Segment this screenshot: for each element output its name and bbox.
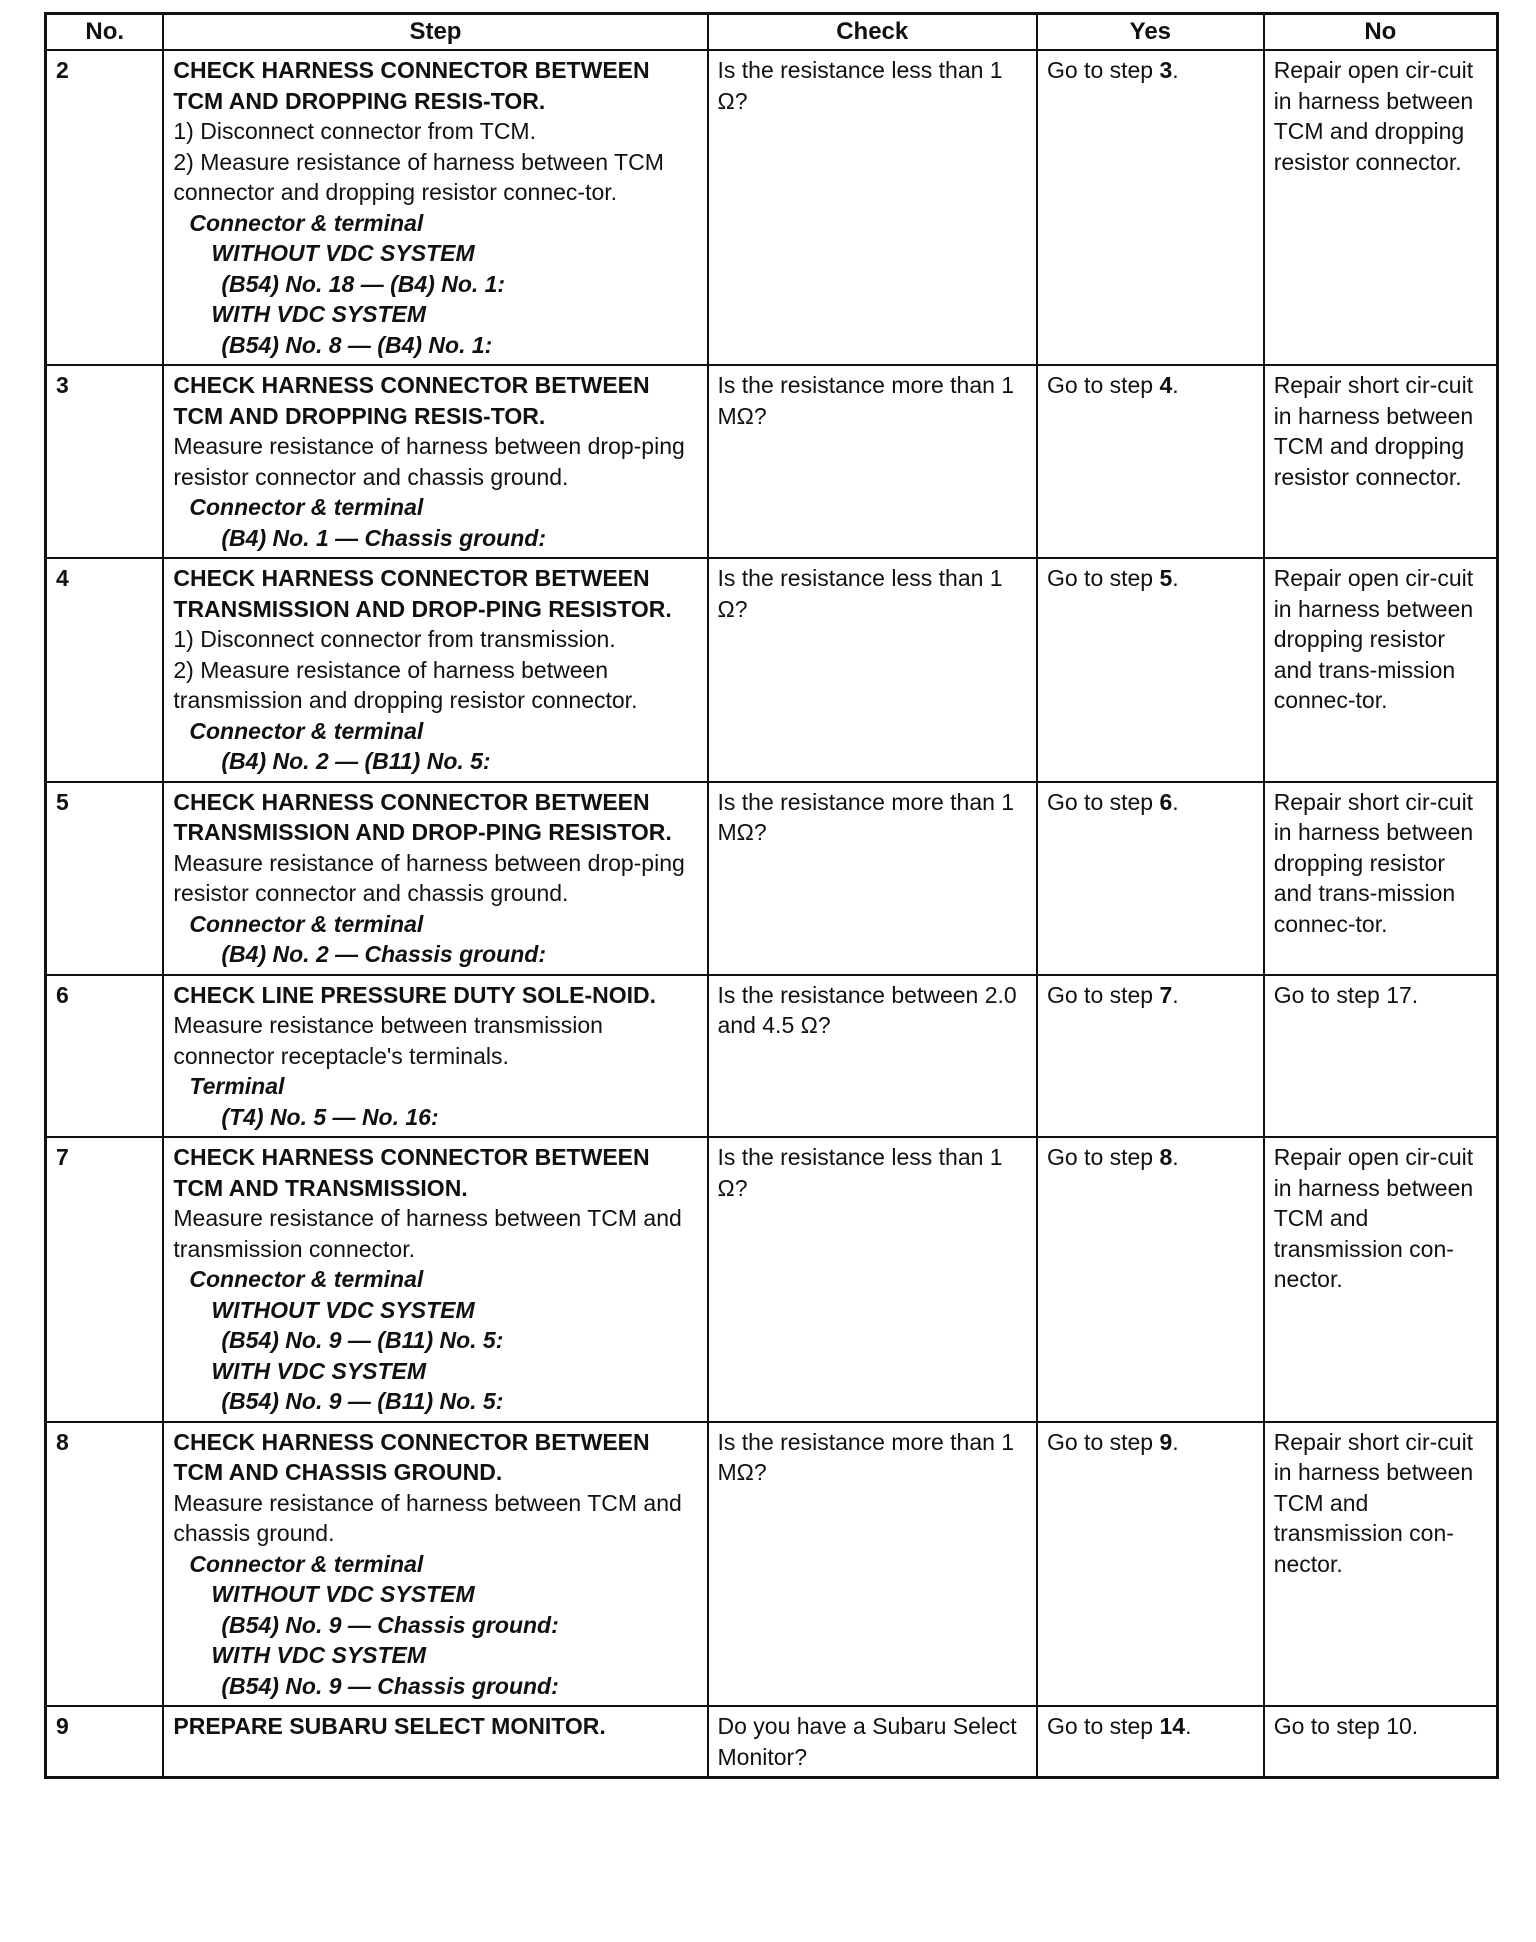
header-no-result: No (1264, 14, 1498, 51)
no-action: Repair short cir-cuit in harness between TCM and transmission con-nector. (1264, 1422, 1498, 1707)
step-title: CHECK HARNESS CONNECTOR BETWEEN TCM AND DROPPING RESIS-TOR. (173, 57, 650, 114)
step-number: 4 (46, 558, 164, 782)
yes-suffix: . (1172, 981, 1179, 1008)
connector-terminal: Connector & terminal (189, 1266, 424, 1292)
no-action: Repair short cir-cuit in harness between TCM and dropping resistor connector. (1264, 365, 1498, 558)
step-instruction: 2) Measure resistance of harness between transmission and dropping resistor connector. (173, 656, 638, 713)
check-question: Is the resistance less than 1 Ω? (708, 1137, 1037, 1422)
step-instruction: Measure resistance between transmission connector receptacle's terminals. (173, 1012, 603, 1069)
table-row (46, 558, 1498, 782)
table-header-row (46, 14, 1498, 51)
yes-action (1037, 558, 1264, 782)
yes-step-number: 6 (1159, 788, 1173, 815)
connector-terminal: Connector & terminal (189, 1550, 424, 1577)
table-row (46, 1422, 1498, 1707)
connector-terminal: (B54) No. 9 — (B11) No. 5: (221, 1327, 504, 1353)
header-no: No. (46, 14, 164, 51)
step-number: 9 (46, 1706, 164, 1778)
yes-action (1037, 50, 1264, 365)
table-row (46, 365, 1498, 558)
yes-prefix: Go to step (1046, 57, 1160, 83)
step-number: 5 (46, 782, 164, 975)
check-question: Is the resistance less than 1 Ω? (708, 50, 1037, 365)
yes-step-number: 8 (1159, 1144, 1173, 1170)
step-title: CHECK HARNESS CONNECTOR BETWEEN TCM AND TRANSMISSION. (173, 1144, 650, 1201)
step-title: CHECK HARNESS CONNECTOR BETWEEN TRANSMISSION AND DROP-PING RESISTOR. (173, 565, 672, 622)
yes-step-number: 14 (1159, 1713, 1186, 1739)
step-cell (163, 975, 707, 1138)
step-cell (163, 558, 707, 782)
connector-terminal: Connector & terminal (189, 717, 424, 744)
yes-suffix: . (1172, 1144, 1179, 1170)
header-step: Step (163, 14, 707, 51)
connector-terminal: WITH VDC SYSTEM (211, 301, 427, 327)
step-cell (163, 1422, 707, 1707)
step-title: CHECK HARNESS CONNECTOR BETWEEN TCM AND CHASSIS GROUND. (173, 1428, 650, 1485)
yes-action (1037, 1706, 1264, 1778)
check-question: Is the resistance more than 1 MΩ? (708, 365, 1037, 558)
connector-terminal: WITHOUT VDC SYSTEM (211, 1296, 475, 1323)
step-instruction: 1) Disconnect connector from transmission. (173, 626, 616, 652)
connector-terminal: (B4) No. 2 — Chassis ground: (221, 941, 546, 967)
yes-step-number: 7 (1159, 981, 1173, 1008)
step-number: 7 (46, 1137, 164, 1422)
yes-suffix: . (1172, 57, 1179, 83)
step-instruction: Measure resistance of harness between drop-ping resistor connector and chassis ground. (173, 849, 685, 906)
yes-action (1037, 782, 1264, 975)
table-row (46, 1706, 1498, 1778)
table-row (46, 975, 1498, 1138)
connector-terminal: (B4) No. 2 — (B11) No. 5: (221, 748, 491, 774)
step-number: 8 (46, 1422, 164, 1707)
connector-terminal: Terminal (189, 1073, 285, 1099)
no-action: Go to step 17. (1264, 975, 1498, 1138)
yes-step-number: 3 (1159, 57, 1173, 83)
yes-suffix: . (1185, 1713, 1192, 1739)
yes-prefix: Go to step (1046, 1144, 1160, 1170)
check-question: Is the resistance between 2.0 and 4.5 Ω? (708, 975, 1037, 1138)
step-instruction: 2) Measure resistance of harness between TCM connector and dropping resistor connec-tor. (173, 148, 664, 205)
step-number: 2 (46, 50, 164, 365)
yes-suffix: . (1172, 372, 1179, 398)
yes-suffix: . (1172, 565, 1179, 591)
step-cell (163, 1137, 707, 1422)
step-title: CHECK HARNESS CONNECTOR BETWEEN TCM AND DROPPING RESIS-TOR. (173, 372, 650, 429)
yes-action (1037, 975, 1264, 1138)
yes-prefix: Go to step (1046, 565, 1160, 591)
table-row (46, 50, 1498, 365)
step-instruction: 1) Disconnect connector from TCM. (173, 118, 536, 144)
diagnostic-table (44, 12, 1499, 1779)
yes-action (1037, 1137, 1264, 1422)
connector-terminal: Connector & terminal (189, 910, 424, 937)
yes-prefix: Go to step (1046, 1428, 1160, 1455)
connector-terminal: WITHOUT VDC SYSTEM (211, 240, 475, 266)
connector-terminal: (B54) No. 9 — (B11) No. 5: (221, 1388, 504, 1414)
connector-terminal: WITH VDC SYSTEM (211, 1642, 427, 1668)
connector-terminal: (B54) No. 9 — Chassis ground: (221, 1611, 559, 1638)
no-action: Repair short cir-cuit in harness between dropping resistor and trans-mission connec-tor. (1264, 782, 1498, 975)
table-row (46, 1137, 1498, 1422)
step-title: CHECK HARNESS CONNECTOR BETWEEN TRANSMISSION AND DROP-PING RESISTOR. (173, 788, 672, 845)
step-number: 3 (46, 365, 164, 558)
yes-step-number: 5 (1159, 565, 1173, 591)
yes-prefix: Go to step (1046, 1713, 1160, 1739)
yes-step-number: 4 (1159, 372, 1173, 398)
no-action: Repair open cir-cuit in harness between TCM and dropping resistor connector. (1264, 50, 1498, 365)
no-action: Go to step 10. (1264, 1706, 1498, 1778)
connector-terminal: Connector & terminal (189, 494, 424, 520)
yes-prefix: Go to step (1046, 372, 1160, 398)
table-body (46, 50, 1498, 1778)
check-question: Do you have a Subaru Select Monitor? (708, 1706, 1037, 1778)
yes-suffix: . (1172, 1428, 1179, 1455)
step-number: 6 (46, 975, 164, 1138)
step-instruction: Measure resistance of harness between drop-ping resistor connector and chassis ground. (173, 433, 685, 490)
check-question: Is the resistance more than 1 MΩ? (708, 1422, 1037, 1707)
yes-prefix: Go to step (1046, 788, 1160, 815)
no-action: Repair open cir-cuit in harness between dropping resistor and trans-mission connec-tor. (1264, 558, 1498, 782)
connector-terminal: (B54) No. 18 — (B4) No. 1: (221, 270, 506, 297)
connector-terminal: (T4) No. 5 — No. 16: (221, 1103, 439, 1130)
header-yes: Yes (1037, 14, 1264, 51)
connector-terminal: (B54) No. 8 — (B4) No. 1: (221, 331, 493, 358)
yes-action (1037, 1422, 1264, 1707)
connector-terminal: WITHOUT VDC SYSTEM (211, 1581, 475, 1607)
header-check: Check (708, 14, 1037, 51)
step-instruction: Measure resistance of harness between TCM and transmission connector. (173, 1205, 682, 1262)
step-cell (163, 365, 707, 558)
connector-terminal: (B4) No. 1 — Chassis ground: (221, 524, 546, 551)
step-cell (163, 1706, 707, 1778)
yes-step-number: 9 (1159, 1428, 1173, 1455)
step-instruction: Measure resistance of harness between TCM and chassis ground. (173, 1489, 682, 1546)
connector-terminal: Connector & terminal (189, 209, 424, 236)
connector-terminal: WITH VDC SYSTEM (211, 1357, 427, 1384)
yes-prefix: Go to step (1046, 981, 1160, 1008)
step-title: PREPARE SUBARU SELECT MONITOR. (173, 1713, 606, 1739)
step-title: CHECK LINE PRESSURE DUTY SOLE-NOID. (173, 981, 657, 1008)
no-action: Repair open cir-cuit in harness between TCM and transmission con-nector. (1264, 1137, 1498, 1422)
check-question: Is the resistance less than 1 Ω? (708, 558, 1037, 782)
step-cell (163, 782, 707, 975)
check-question: Is the resistance more than 1 MΩ? (708, 782, 1037, 975)
yes-suffix: . (1172, 788, 1179, 815)
table-row (46, 782, 1498, 975)
connector-terminal: (B54) No. 9 — Chassis ground: (221, 1672, 559, 1699)
step-cell (163, 50, 707, 365)
yes-action (1037, 365, 1264, 558)
